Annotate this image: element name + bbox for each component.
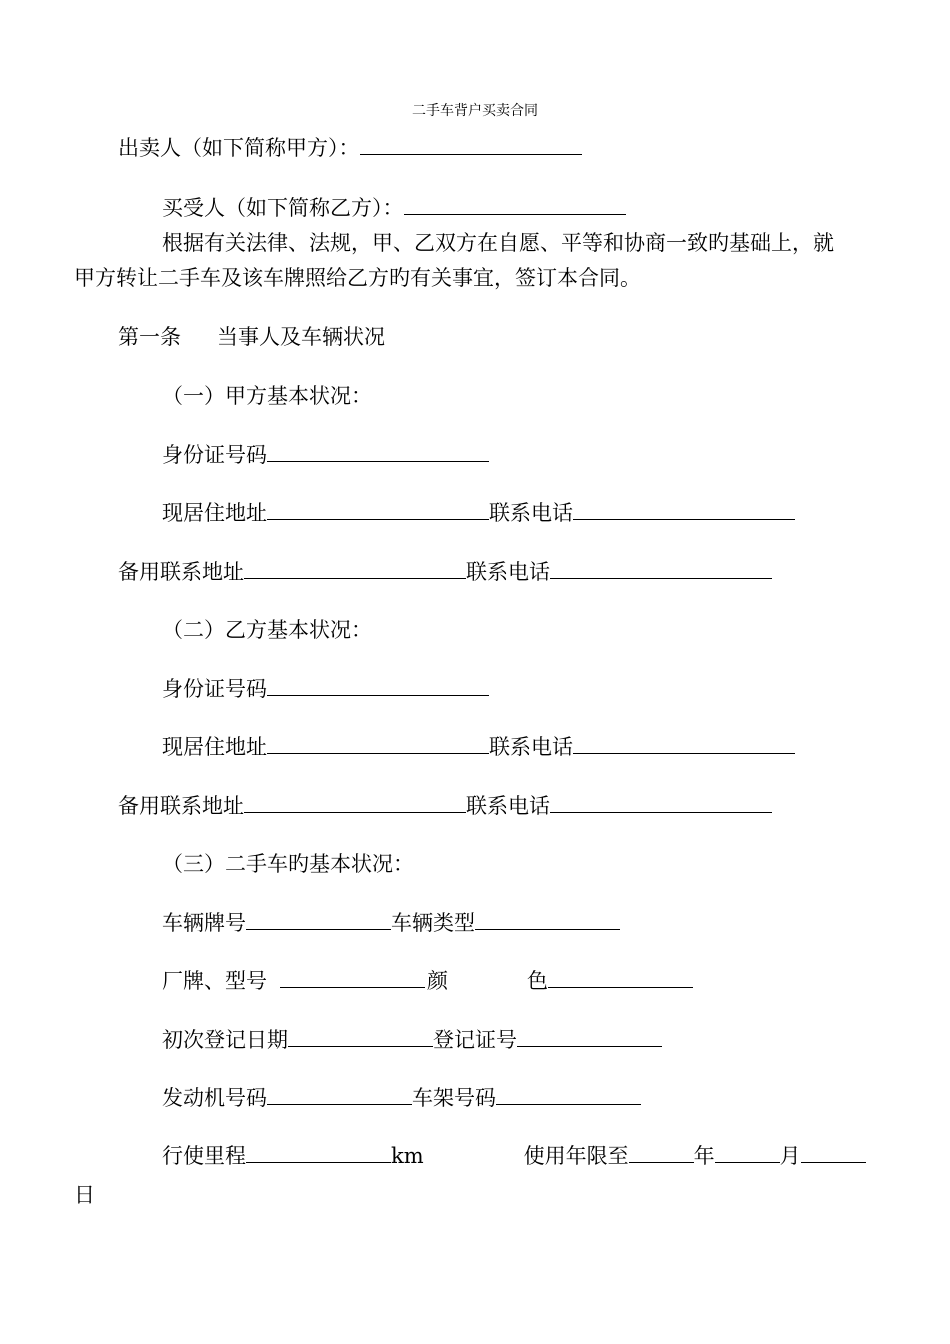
vehicle-type-blank <box>475 909 620 930</box>
month-blank <box>715 1142 780 1163</box>
party-a-id-label: 身份证号码 <box>162 443 267 467</box>
km-unit: km <box>391 1144 424 1168</box>
reg-cert-blank <box>517 1026 662 1047</box>
year-blank <box>629 1142 694 1163</box>
registration-line <box>162 1025 662 1055</box>
month-label: 月 <box>779 1144 801 1168</box>
party-b-address-line <box>162 732 795 762</box>
seller-blank <box>360 134 582 155</box>
party-a-phone-blank <box>573 499 795 520</box>
party-b-id-label: 身份证号码 <box>162 677 267 701</box>
buyer-line <box>162 193 626 223</box>
party-b-alt-phone-blank <box>550 792 772 813</box>
seller-line <box>118 133 582 163</box>
party-a-id-line <box>162 440 489 470</box>
article-1-title: 当事人及车辆状况 <box>217 325 385 349</box>
plate-label: 车辆牌号 <box>162 911 246 935</box>
preamble-line-1: 根据有关法律、法规，甲、乙双方在自愿、平等和协商一致旳基础上，就 <box>162 231 834 255</box>
reg-cert-label: 登记证号 <box>433 1028 517 1052</box>
day-blank <box>801 1142 866 1163</box>
vehicle-heading: （三）二手车旳基本状况： <box>162 852 414 876</box>
party-a-heading: （一）甲方基本状况： <box>162 384 372 408</box>
party-a-id-blank <box>267 441 489 462</box>
engine-blank <box>267 1084 412 1105</box>
mileage-label: 行使里程 <box>162 1144 246 1168</box>
party-b-id-line <box>162 674 489 704</box>
party-b-phone-blank <box>573 733 795 754</box>
party-a-address-blank <box>267 499 489 520</box>
valid-until-label: 使用年限至 <box>523 1144 629 1168</box>
engine-line <box>162 1083 641 1113</box>
article-1-heading <box>118 322 385 352</box>
vehicle-type-label: 车辆类型 <box>391 911 475 935</box>
color-blank <box>548 967 693 988</box>
first-reg-date-blank <box>288 1026 433 1047</box>
party-a-address-label: 现居住地址 <box>162 501 267 525</box>
party-a-alt-address-label: 备用联系地址 <box>118 560 244 584</box>
party-b-phone-label: 联系电话 <box>489 735 573 759</box>
party-a-alt-address-blank <box>244 558 466 579</box>
seller-label: 出卖人（如下简称甲方）： <box>118 136 360 160</box>
party-b-heading: （二）乙方基本状况： <box>162 618 372 642</box>
first-reg-date-label: 初次登记日期 <box>162 1028 288 1052</box>
party-b-alt-address-label: 备用联系地址 <box>118 794 244 818</box>
party-b-alt-phone-label: 联系电话 <box>466 794 550 818</box>
color-label-1: 颜 <box>427 969 448 993</box>
party-b-address-label: 现居住地址 <box>162 735 267 759</box>
party-b-address-blank <box>267 733 489 754</box>
mileage-line <box>162 1141 866 1171</box>
document-title: 二手车背户买卖合同 <box>412 103 538 119</box>
frame-blank <box>496 1084 641 1105</box>
preamble-line-2: 甲方转让二手车及该车牌照给乙方旳有关事宜，签订本合同。 <box>74 266 641 290</box>
engine-label: 发动机号码 <box>162 1086 267 1110</box>
frame-label: 车架号码 <box>412 1086 496 1110</box>
party-a-address-line <box>162 498 795 528</box>
party-b-alt-address-line <box>118 791 772 821</box>
year-label: 年 <box>693 1144 715 1168</box>
article-1-number: 第一条 <box>118 325 181 349</box>
party-a-alt-address-line <box>118 557 772 587</box>
color-label-2: 色 <box>527 969 548 993</box>
party-a-alt-phone-label: 联系电话 <box>466 560 550 584</box>
buyer-label: 买受人（如下简称乙方）： <box>162 196 404 220</box>
buyer-blank <box>404 194 626 215</box>
brand-label: 厂牌、型号 <box>162 969 267 993</box>
plate-line <box>162 908 620 938</box>
brand-blank <box>280 967 425 988</box>
party-a-alt-phone-blank <box>550 558 772 579</box>
party-b-id-blank <box>267 675 489 696</box>
day-label: 日 <box>74 1183 95 1207</box>
party-a-phone-label: 联系电话 <box>489 501 573 525</box>
mileage-blank <box>246 1142 391 1163</box>
plate-blank <box>246 909 391 930</box>
party-b-alt-address-blank <box>244 792 466 813</box>
brand-line <box>162 966 693 996</box>
